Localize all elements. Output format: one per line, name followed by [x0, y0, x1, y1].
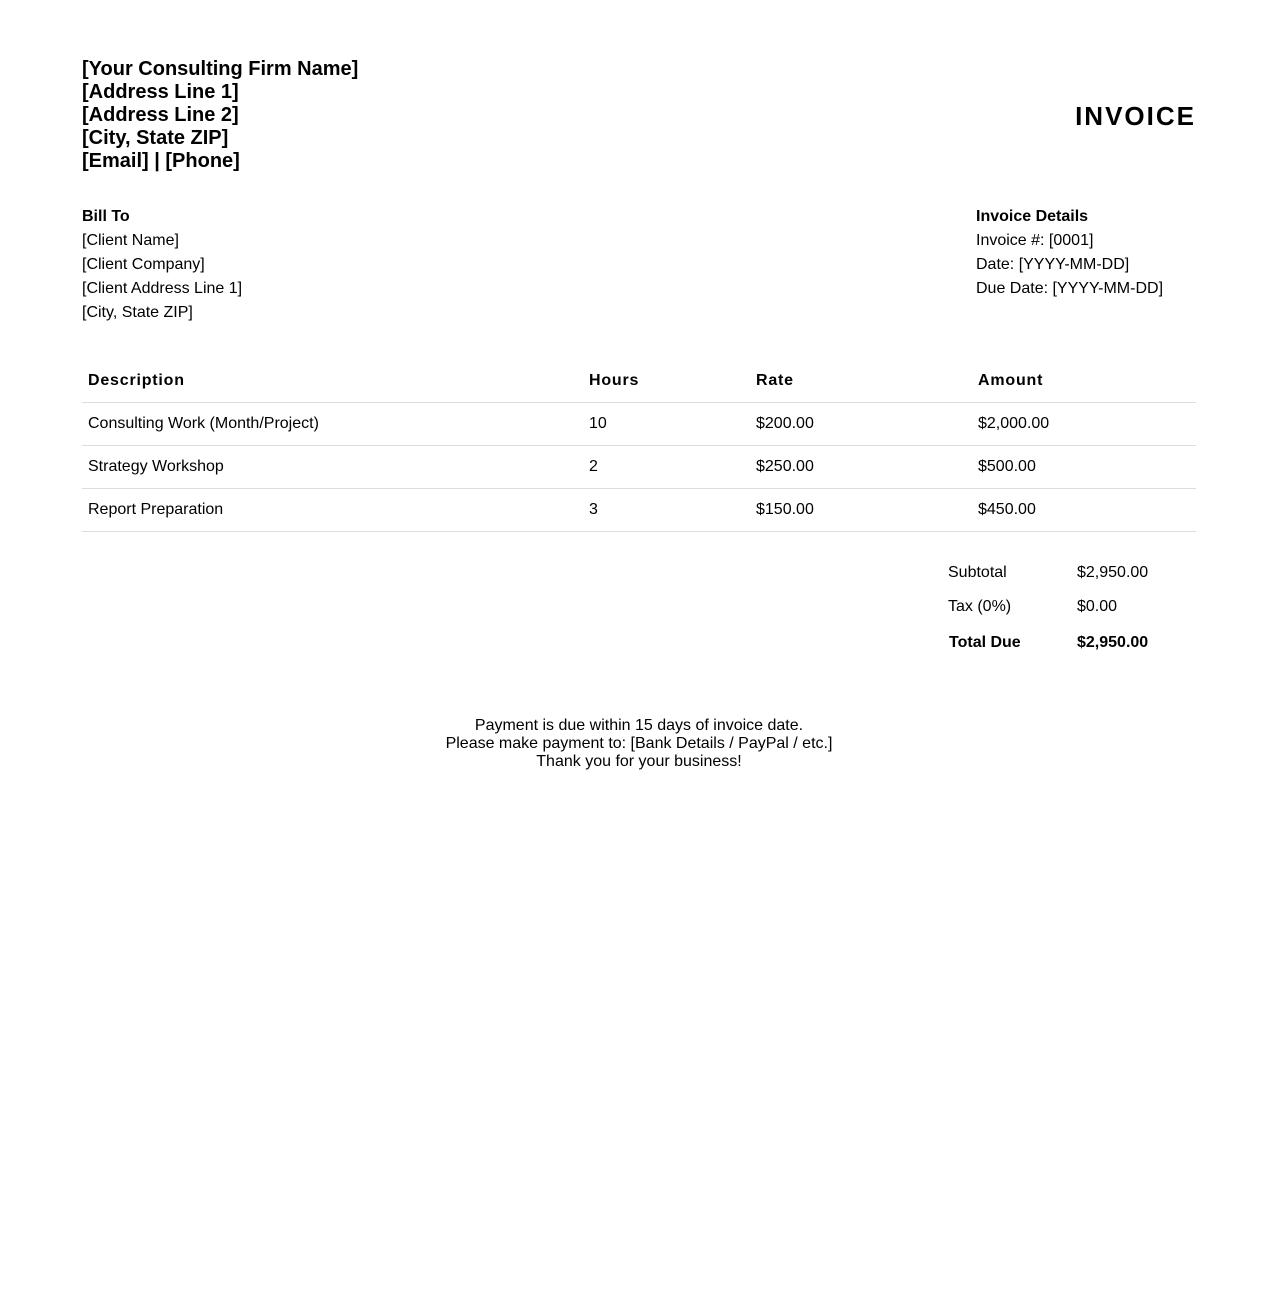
- client-company: [Client Company]: [82, 256, 205, 273]
- item-hours: 2: [583, 446, 750, 489]
- invoice-footer: [82, 717, 1196, 771]
- footer-payment-terms: Payment is due within 15 days of invoice date.: [474, 717, 804, 734]
- invoice-page: [82, 58, 1196, 770]
- item-hours: 3: [583, 489, 750, 532]
- invoice-details-heading: Invoice Details: [976, 208, 1089, 225]
- item-description: Consulting Work (Month/Project): [82, 403, 583, 446]
- firm-address-line2: [Address Line 2]: [82, 104, 239, 126]
- table-row: [82, 403, 1196, 446]
- item-rate: $250.00: [750, 446, 972, 489]
- firm-info: [82, 58, 358, 173]
- line-items-table: [82, 360, 1196, 532]
- total-due-value: $2,950.00: [1077, 634, 1149, 651]
- item-amount: $450.00: [972, 489, 1196, 532]
- client-city-state-zip: [City, State ZIP]: [82, 304, 193, 321]
- invoice-number: Invoice #: [0001]: [976, 232, 1094, 249]
- header-amount: Amount: [972, 360, 1196, 403]
- header-description: Description: [82, 360, 583, 403]
- header-rate: Rate: [750, 360, 972, 403]
- invoice-meta: [82, 198, 1196, 358]
- invoice-due-date: Due Date: [YYYY-MM-DD]: [976, 280, 1164, 297]
- table-row: [82, 446, 1196, 489]
- firm-address-line1: [Address Line 1]: [82, 81, 239, 103]
- firm-contact: [Email] | [Phone]: [82, 150, 240, 172]
- footer-thank-you: Thank you for your business!: [536, 753, 742, 770]
- item-description: Strategy Workshop: [82, 446, 583, 489]
- firm-name: [Your Consulting Firm Name]: [82, 58, 359, 80]
- tax-value: $0.00: [1077, 598, 1118, 615]
- invoice-date: Date: [YYYY-MM-DD]: [976, 256, 1130, 273]
- table-header-row: [82, 360, 1196, 403]
- item-rate: $150.00: [750, 489, 972, 532]
- table-row: [82, 489, 1196, 532]
- bill-to-heading: Bill To: [82, 208, 130, 225]
- item-amount: $500.00: [972, 446, 1196, 489]
- tax-label: Tax (0%): [948, 598, 1012, 615]
- item-description: Report Preparation: [82, 489, 583, 532]
- client-address-line1: [Client Address Line 1]: [82, 280, 243, 297]
- invoice-details-section: [976, 205, 1163, 301]
- firm-city-state-zip: [City, State ZIP]: [82, 127, 229, 149]
- total-due-label: Total Due: [949, 634, 1021, 651]
- subtotal-value: $2,950.00: [1077, 564, 1149, 581]
- client-name: [Client Name]: [82, 232, 179, 249]
- bill-to-section: [82, 205, 242, 325]
- footer-payment-method: Please make payment to: [Bank Details / PayPal / etc.]: [445, 735, 833, 752]
- header-hours: Hours: [583, 360, 750, 403]
- item-amount: $2,000.00: [972, 403, 1196, 446]
- invoice-title: INVOICE: [1075, 101, 1196, 131]
- item-hours: 10: [583, 403, 750, 446]
- invoice-header: [82, 58, 1196, 198]
- item-rate: $200.00: [750, 403, 972, 446]
- subtotal-label: Subtotal: [948, 564, 1007, 581]
